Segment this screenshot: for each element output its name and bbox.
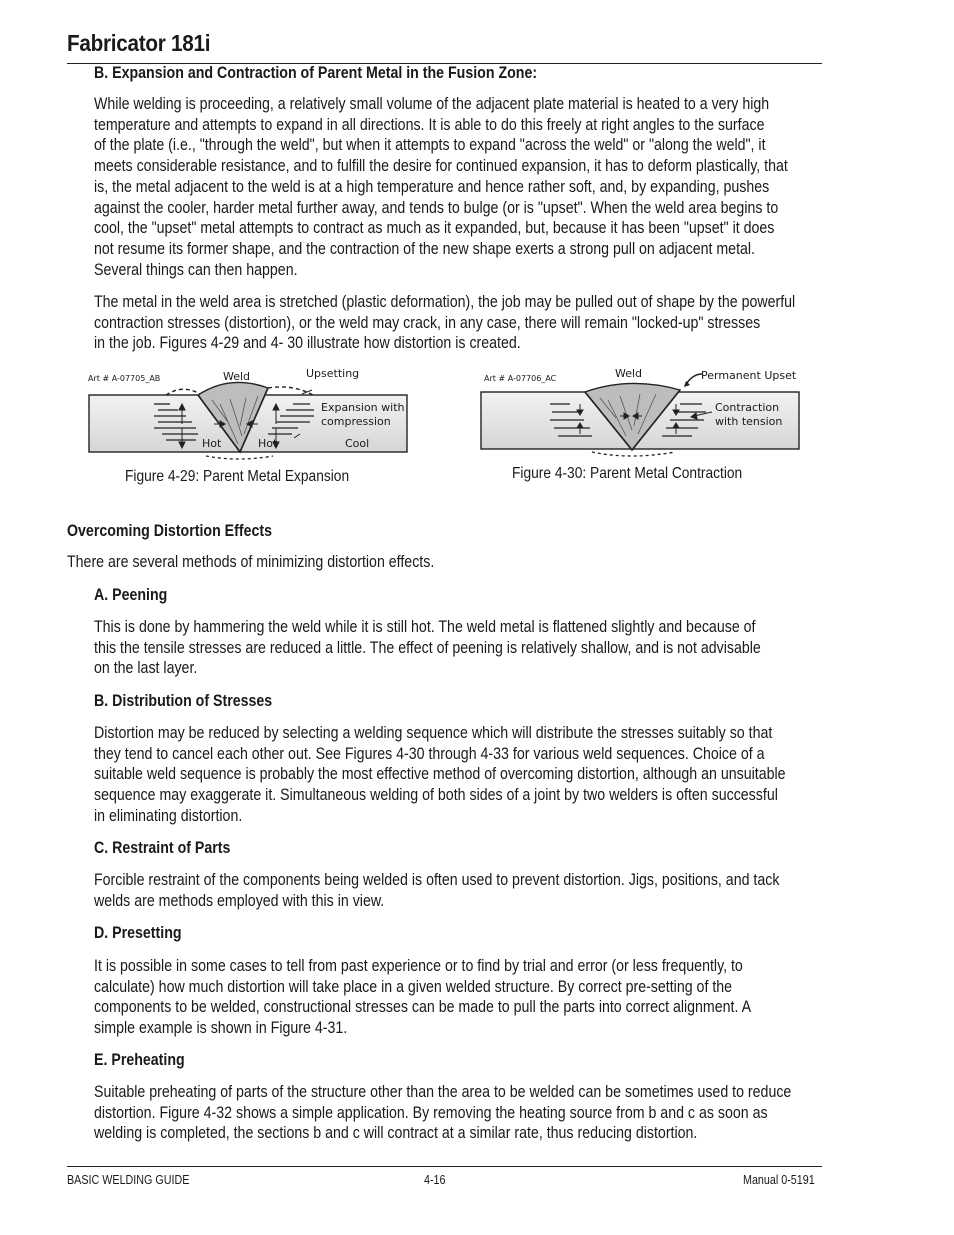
text-line: Suitable preheating of parts of the structure other than the area to be welded can be sometimes used to reduce [94,1083,792,1101]
footer-left: BASIC WELDING GUIDE [67,1173,190,1187]
subheading-distribution: B. Distribution of Stresses [94,692,273,710]
label-contraction: Contraction [715,401,780,414]
paragraph-presetting [94,956,954,1039]
page-title: Fabricator 181i [67,30,211,56]
subheading-peening: A. Peening [94,586,168,604]
art-number: Art # A-07705_AB [88,374,161,383]
label-hot-left: Hot [202,437,222,450]
text-line: against the cooler, harder metal further away, and tends to bulge (or is "upset". When the weld area begins to [94,198,779,217]
upset-dash-right [268,387,313,395]
text-line: This is done by hammering the weld while it is still hot. The weld metal is flattened slightly and because of [94,618,756,636]
text-line: Several things can then happen. [94,260,298,279]
footer-rule [67,1166,822,1167]
text-line: in the job. Figures 4-29 and 4- 30 illustrate how distortion is created. [94,334,521,353]
figure-caption: Figure 4-30: Parent Metal Contraction [512,465,743,482]
label-permanent-upset: Permanent Upset [701,369,797,382]
text-line: in eliminating distortion. [94,806,243,825]
figure-parent-metal-contraction [480,364,805,464]
paragraph-restraint [94,870,954,911]
label-weld: Weld [615,367,643,380]
label-hot-right: Hot [258,437,278,450]
label-tension: with tension [715,415,783,428]
intro-text: There are several methods of minimizing distortion effects. [67,553,435,571]
section-heading-expansion: B. Expansion and Contraction of Parent Metal in the Fusion Zone: [94,64,538,82]
text-line: welding is completed, the sections b and c will contract at a similar rate, thus reducing distortion. [94,1124,698,1143]
text-line: Forcible restraint of the components being welded is often used to prevent distortion. Jigs, positions, and tack [94,871,780,889]
text-line: Distortion may be reduced by selecting a welding sequence which will distribute the stresses suitably so that [94,724,773,742]
subheading-restraint: C. Restraint of Parts [94,839,231,857]
text-line: simple example is shown in Figure 4-31. [94,1019,348,1038]
text-line: not resume its former shape, and the contraction of the new shape exerts a strong pull on adjacent metal. [94,239,756,258]
text-line: sequence may exaggerate it. Simultaneous welding of both sides of a joint by two welders is often successful [94,786,778,805]
text-line: While welding is proceeding, a relatively small volume of the adjacent plate material is heated to a very high [94,95,770,113]
text-line: components to be welded, constructional stresses can be made to pull the parts into correct alignment. A [94,998,752,1017]
figure-caption: Figure 4-29: Parent Metal Expansion [125,468,350,485]
paragraph-preheating [94,1082,954,1144]
page-number: 4-16 [424,1173,446,1187]
paragraph-peening [94,617,954,679]
text-line: calculate) how much distortion will take place in a given welded structure. By correct pre-setting of the [94,977,733,996]
text-line: they tend to cancel each other out. See Figures 4-30 through 4-33 for various weld sequences. Choice of a [94,744,765,763]
text-line: suitable weld sequence is probably the most effective method of overcoming distortion, although an unsuitable [94,765,786,784]
label-compression: compression [321,415,391,428]
text-line: this the tensile stresses are reduced a little. The effect of peening is relatively shallow, and is not advisable [94,638,761,657]
text-line: of the plate (i.e., "through the weld", but when it attempts to expand "across the weld" or "along the weld", it [94,136,766,155]
text-line: It is possible in some cases to tell from past experience or to find by trial and error (or less frequently, to [94,957,743,975]
text-line: meets considerable resistance, and to fulfill the desire for continued expansion, it has to deform plastically, that [94,157,788,176]
art-number: Art # A-07706_AC [484,374,557,383]
text-line: contraction stresses (distortion), or the weld may crack, in any case, there will remain "locked-up" stresses [94,313,761,332]
text-line: is, the metal adjacent to the weld is at a high temperature and hence rather soft, and, by expanding, pushes [94,177,770,196]
text-line: The metal in the weld area is stretched (plastic deformation), the job may be pulled out of shape by the powerful [94,293,796,311]
manual-number: Manual 0-5191 [743,1173,815,1187]
text-line: on the last layer. [94,659,198,678]
label-weld: Weld [223,370,251,383]
section-heading-overcoming: Overcoming Distortion Effects [67,522,273,540]
text-line: temperature and attempts to expand in all directions. It is able to do this freely at right angles to the surface [94,115,765,134]
text-line: cool, the "upset" metal attempts to contract as much as it expanded, but, because it has been "upset" it does [94,219,775,238]
subheading-preheating: E. Preheating [94,1051,185,1069]
paragraph-distortion [94,292,954,354]
text-line: welds are methods employed with this in view. [94,891,385,910]
paragraph-expansion [94,94,954,280]
upset-dash-left [166,389,200,395]
label-cool: Cool [345,437,370,450]
subheading-presetting: D. Presetting [94,924,182,942]
text-line: distortion. Figure 4-32 shows a simple application. By removing the heating source from b and c as soon as [94,1103,768,1122]
label-expansion: Expansion with [321,401,405,414]
figure-parent-metal-expansion [88,364,413,464]
paragraph-distribution [94,723,954,827]
label-upsetting: Upsetting [306,367,360,380]
